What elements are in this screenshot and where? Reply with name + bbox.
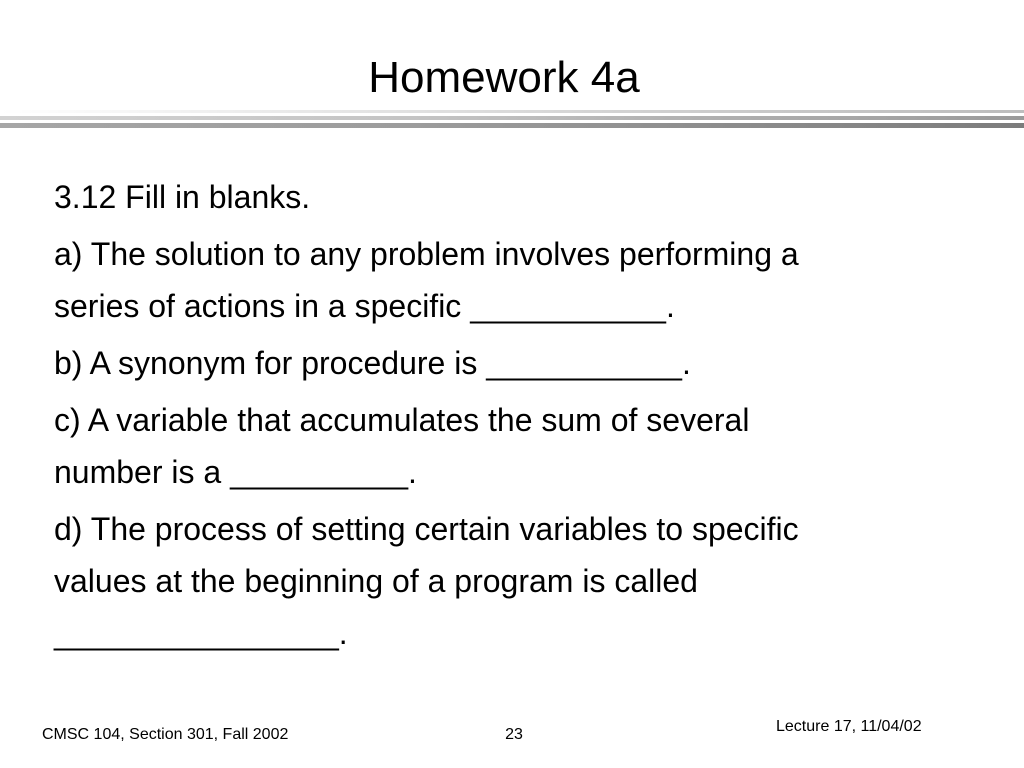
- text-line: number is a __________.: [54, 454, 417, 490]
- text-line: values at the beginning of a program is called: [54, 563, 698, 599]
- title-divider-middle: [0, 116, 1024, 120]
- text-line: a) The solution to any problem involves performing a: [54, 236, 799, 272]
- footer-lecture: Lecture 17, 11/04/02: [776, 718, 922, 735]
- footer-course: CMSC 104, Section 301, Fall 2002: [42, 726, 289, 743]
- slide-body: [54, 171, 999, 664]
- list-item-a: [54, 228, 999, 332]
- text-line: d) The process of setting certain variables to specific: [54, 511, 799, 547]
- text-line: b) A synonym for procedure is ___________.: [54, 345, 691, 381]
- slide-title: Homework 4a: [368, 53, 640, 102]
- text-line: 3.12 Fill in blanks.: [54, 179, 311, 215]
- text-line: ________________.: [54, 615, 348, 651]
- list-item-d: [54, 503, 999, 659]
- footer-page-number: 23: [505, 726, 523, 743]
- text-line: series of actions in a specific ___________.: [54, 288, 675, 324]
- title-divider-top: [0, 110, 1024, 113]
- list-item-heading: [54, 171, 999, 223]
- list-item-b: [54, 337, 999, 389]
- list-item-c: [54, 394, 999, 498]
- title-divider-bottom: [0, 123, 1024, 128]
- text-line: c) A variable that accumulates the sum of several: [54, 402, 750, 438]
